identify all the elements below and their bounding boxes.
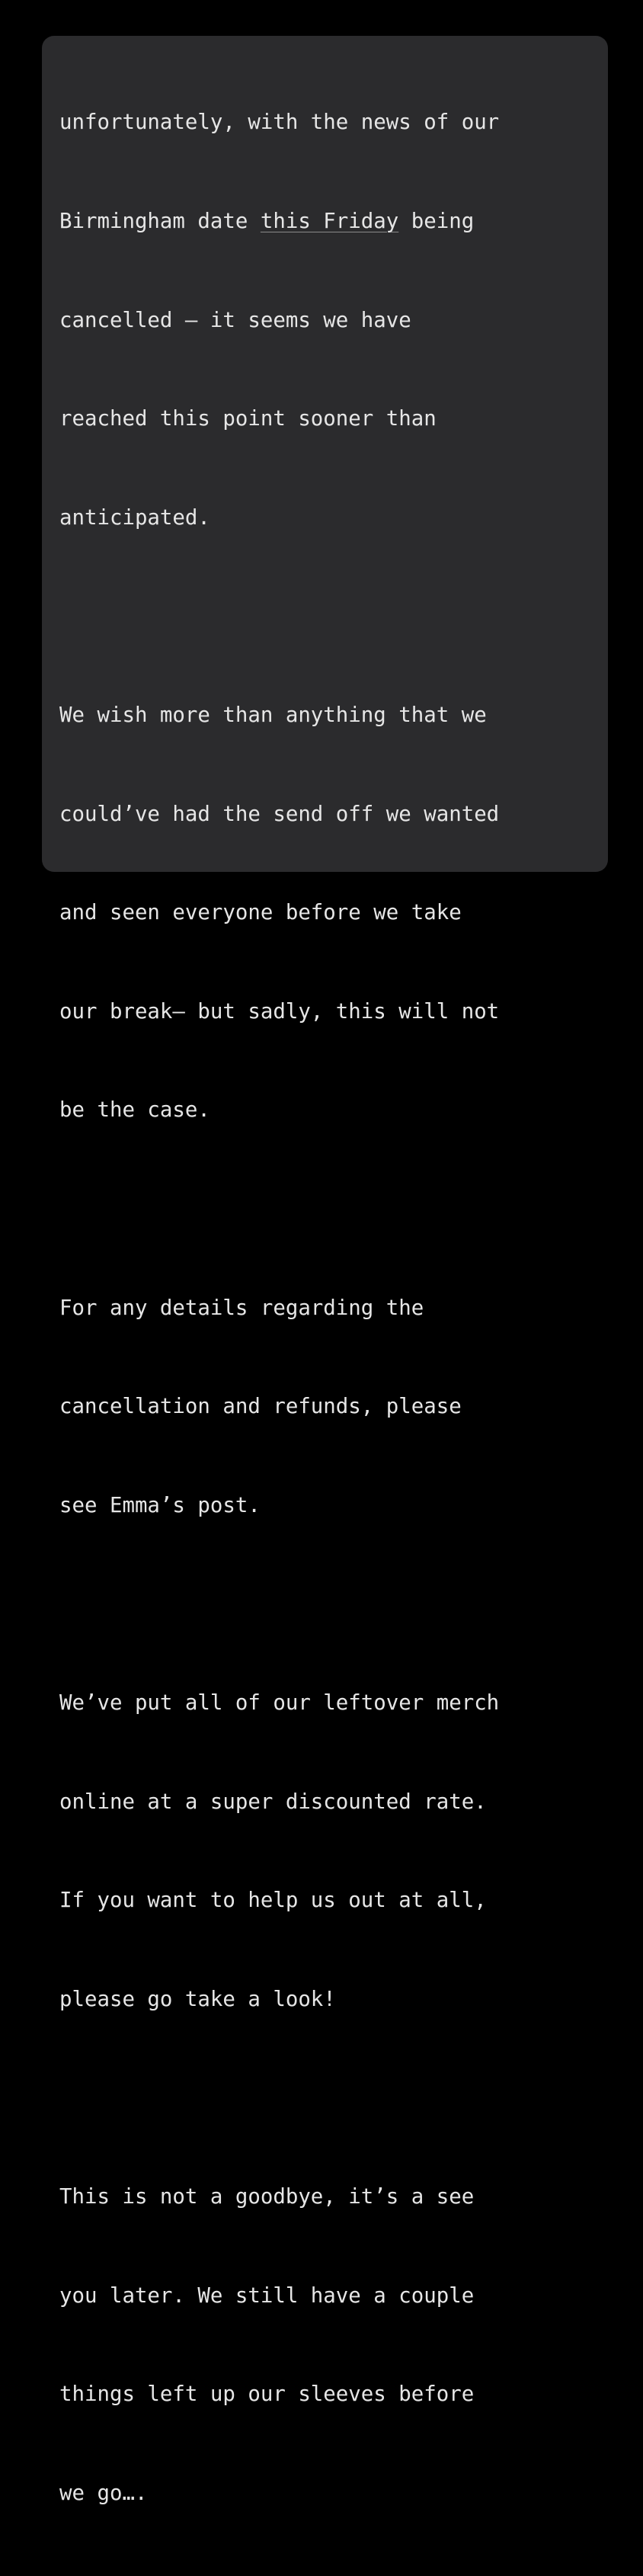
text-line: We’ve put all of our leftover merch [59, 1691, 500, 1716]
text-line: our break– but sadly, this will not [59, 999, 500, 1024]
paragraph-5 [59, 2115, 566, 2576]
text-line: see Emma’s post. [59, 1493, 261, 1517]
text-segment: being [398, 210, 475, 234]
text-line: cancellation and refunds, please [59, 1395, 462, 1419]
paragraph-1 [59, 40, 566, 600]
date-link[interactable]: this Friday [260, 210, 399, 234]
text-line: reached this point sooner than [59, 407, 437, 431]
text-line [59, 205, 566, 238]
text-segment: Birmingham date [59, 210, 261, 234]
text-line: you later. We still have a couple [59, 2283, 475, 2308]
text-line: We wish more than anything that we [59, 703, 487, 728]
text-line: be the case. [59, 1098, 210, 1123]
note-body[interactable] [59, 40, 566, 2576]
text-line: unfortunately, with the news of our [59, 111, 500, 135]
paragraph-2 [59, 633, 566, 1193]
text-line: online at a super discounted rate. [59, 1789, 487, 1814]
text-line: we go…. [59, 2481, 148, 2505]
text-line: This is not a goodbye, it’s a see [59, 2185, 475, 2209]
text-line: please go take a look! [59, 1987, 336, 2011]
text-line: things left up our sleeves before [59, 2382, 475, 2407]
text-line: If you want to help us out at all, [59, 1889, 487, 1913]
text-line: For any details regarding the [59, 1296, 424, 1320]
paragraph-3 [59, 1226, 566, 1588]
text-line: anticipated. [59, 505, 210, 530]
text-line: could’ve had the send off we wanted [59, 802, 500, 826]
text-line: cancelled – it seems we have [59, 308, 411, 332]
note-card [42, 36, 608, 2505]
paragraph-4 [59, 1621, 566, 2082]
text-line: and seen everyone before we take [59, 901, 462, 925]
